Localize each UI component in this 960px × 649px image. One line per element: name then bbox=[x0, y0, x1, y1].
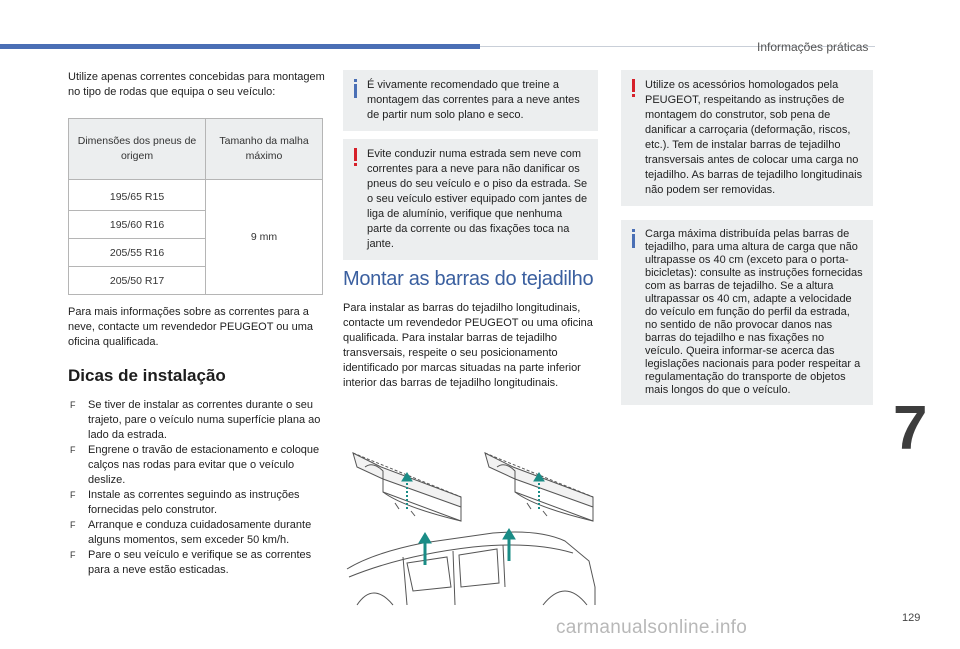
section-title: Informações práticas bbox=[757, 40, 869, 54]
column-right bbox=[621, 70, 873, 413]
chapter-number: 7 bbox=[893, 394, 928, 463]
montar-heading: Montar as barras do tejadilho bbox=[343, 268, 594, 290]
column-middle bbox=[343, 70, 598, 391]
info-box bbox=[621, 220, 873, 405]
table-cell-tire: 205/50 R17 bbox=[69, 267, 206, 295]
list-item: F Arranque e conduza cuidadosamente durante alguns momentos, sem exceder 50 km/h. bbox=[70, 519, 312, 546]
install-tips-list bbox=[68, 398, 326, 578]
header-accent-bar bbox=[0, 44, 480, 49]
watermark: carmanualsonline.info bbox=[556, 617, 748, 638]
table-cell-mesh: 9 mm bbox=[206, 180, 323, 295]
bullet-marker: F bbox=[70, 490, 76, 500]
table-cell-tire: 205/55 R16 bbox=[69, 239, 206, 267]
info-text: É vivamente recomendado que treine a montagem das correntes para a neve antes de partir num solo plano e seco. bbox=[367, 79, 580, 121]
warning-text: Utilize os acessórios homologados pela PEUGEOT, respeitando as instruções de montagem do construtor, sob pena de danificar a carroçaria (deformação, riscos, etc.). Tem de instalar barras de tejadilho transversais antes de colocar uma carga no tejadilho. As barras de tejadilho longitudinais não podem ser removidas. bbox=[645, 79, 863, 196]
table-header-dimensions: Dimensões dos pneus de origem bbox=[69, 119, 206, 180]
bullet-marker: F bbox=[70, 520, 76, 530]
warning-box bbox=[621, 70, 873, 206]
table-cell-tire: 195/60 R16 bbox=[69, 211, 206, 239]
dicas-heading: Dicas de instalação bbox=[68, 366, 226, 385]
warning-text: Evite conduzir numa estrada sem neve com correntes para a neve para não danificar os pneus do seu veículo e o piso da estrada. Se o seu veículo estiver equipado com jantes de liga de alumínio, verifique que nenhuma parte da corrente ou das fixações toca na jante. bbox=[367, 148, 588, 250]
roof-bar-illustration bbox=[343, 437, 600, 612]
list-item: F Instale as correntes seguindo as instruções fornecidas pelo construtor. bbox=[70, 489, 300, 516]
bullet-marker: F bbox=[70, 550, 76, 560]
list-item: F Pare o seu veículo e verifique se as correntes para a neve estão esticadas. bbox=[70, 549, 312, 576]
page-number: 129 bbox=[902, 612, 921, 624]
tire-dimensions-table bbox=[68, 118, 323, 295]
bullet-marker: F bbox=[70, 445, 76, 455]
info-text: Carga máxima distribuída pelas barras de tejadilho, para uma altura de carga que não ultrapasse os 40 cm (exceto para o porta-bicicletas): consulte as instruções fornecidas com as barras de tejadilho. Se a altura ultrapassar os 40 cm, adapte a velocidade do veículo em função do perfil da estrada, no sentido de não provocar danos nas barras do tejadilho e nas fixações no veículo. Queira informar-se acerca das legislações nacionais para poder respeitar a regulamentação do transporte de objetos mais longos do que o veículo. bbox=[645, 228, 863, 396]
info-box bbox=[343, 70, 598, 131]
list-item: F Se tiver de instalar as correntes durante o seu trajeto, pare o veículo numa superfície plana ao lado da estrada. bbox=[70, 399, 321, 441]
warning-box bbox=[343, 139, 598, 260]
bullet-marker: F bbox=[70, 400, 76, 410]
column-left bbox=[68, 70, 326, 578]
warning-icon bbox=[632, 79, 635, 92]
info-icon bbox=[632, 229, 635, 232]
info-icon bbox=[354, 79, 357, 82]
list-item: F Engrene o travão de estacionamento e coloque calços nas rodas para evitar que o veículo deslize. bbox=[70, 444, 320, 486]
table-cell-tire: 195/65 R15 bbox=[69, 180, 206, 211]
montar-text: Para instalar as barras do tejadilho longitudinais, contacte um revendedor PEUGEOT ou uma oficina qualificada. Para instalar barras de tejadilho transversais, respeite o seu posicionamento identificado por marcas situadas na parte inferior interior das barras de tejadilho longitudinais. bbox=[343, 302, 593, 389]
intro-text: Utilize apenas correntes concebidas para montagem no tipo de rodas que equipa o seu veículo: bbox=[68, 71, 325, 98]
warning-icon bbox=[354, 148, 357, 161]
after-table-text: Para mais informações sobre as correntes para a neve, contacte um revendedor PEUGEOT ou uma oficina qualificada. bbox=[68, 306, 313, 348]
table-header-mesh: Tamanho da malha máximo bbox=[206, 119, 323, 180]
